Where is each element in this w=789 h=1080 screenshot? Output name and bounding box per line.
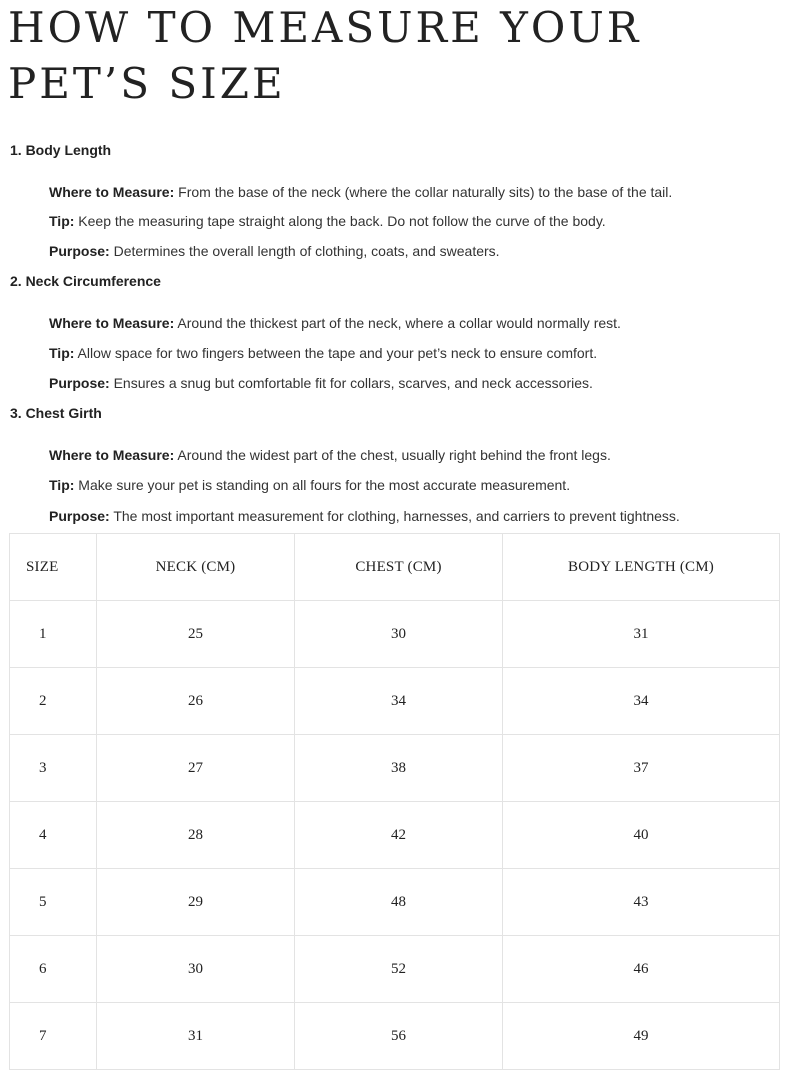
cell-neck: 29 (97, 869, 295, 936)
cell-chest: 42 (295, 802, 503, 869)
chest-purpose (49, 507, 784, 525)
purpose-label: Purpose: (49, 243, 110, 259)
cell-body-length: 40 (503, 802, 780, 869)
where-label: Where to Measure: (49, 184, 175, 200)
cell-chest: 38 (295, 735, 503, 802)
body-length-tip (49, 212, 784, 230)
cell-body-length: 43 (503, 869, 780, 936)
tip-label: Tip: (49, 213, 75, 229)
purpose-label: Purpose: (49, 508, 110, 524)
cell-body-length: 49 (503, 1003, 780, 1070)
cell-chest: 48 (295, 869, 503, 936)
neck-tip (49, 344, 784, 362)
cell-neck: 26 (97, 668, 295, 735)
neck-purpose (49, 374, 784, 392)
cell-chest: 52 (295, 936, 503, 1003)
body-length-where (49, 183, 784, 201)
cell-body-length: 31 (503, 601, 780, 668)
cell-size: 6 (10, 936, 97, 1003)
purpose-text: Determines the overall length of clothing, coats, and sweaters. (109, 243, 500, 259)
where-text: Around the widest part of the chest, usually right behind the front legs. (174, 447, 611, 463)
table-row (10, 668, 780, 735)
purpose-label: Purpose: (49, 375, 110, 391)
header-chest: CHEST (CM) (295, 534, 503, 601)
table-row (10, 869, 780, 936)
tip-text: Keep the measuring tape straight along the back. Do not follow the curve of the body. (74, 213, 606, 229)
cell-size: 3 (10, 735, 97, 802)
where-label: Where to Measure: (49, 447, 175, 463)
cell-size: 2 (10, 668, 97, 735)
cell-size: 4 (10, 802, 97, 869)
chest-tip (49, 476, 784, 494)
section-heading-neck-circumference: 2. Neck Circumference (10, 273, 161, 289)
cell-chest: 30 (295, 601, 503, 668)
cell-neck: 31 (97, 1003, 295, 1070)
cell-size: 7 (10, 1003, 97, 1070)
cell-body-length: 34 (503, 668, 780, 735)
cell-chest: 34 (295, 668, 503, 735)
purpose-text: Ensures a snug but comfortable fit for collars, scarves, and neck accessories. (109, 375, 593, 391)
cell-size: 1 (10, 601, 97, 668)
header-body-length: BODY LENGTH (CM) (503, 534, 780, 601)
tip-text: Make sure your pet is standing on all fours for the most accurate measurement. (74, 477, 571, 493)
cell-chest: 56 (295, 1003, 503, 1070)
table-row (10, 1003, 780, 1070)
cell-neck: 25 (97, 601, 295, 668)
chest-where (49, 446, 784, 464)
cell-neck: 28 (97, 802, 295, 869)
section-heading-chest-girth: 3. Chest Girth (10, 405, 102, 421)
neck-where (49, 314, 784, 332)
cell-size: 5 (10, 869, 97, 936)
section-heading-body-length: 1. Body Length (10, 142, 112, 158)
cell-neck: 30 (97, 936, 295, 1003)
cell-body-length: 46 (503, 936, 780, 1003)
cell-body-length: 37 (503, 735, 780, 802)
where-text: From the base of the neck (where the collar naturally sits) to the base of the tail. (174, 184, 673, 200)
table-row (10, 936, 780, 1003)
tip-label: Tip: (49, 477, 75, 493)
table-row (10, 802, 780, 869)
table-row (10, 735, 780, 802)
tip-text: Allow space for two fingers between the tape and your pet’s neck to ensure comfort. (74, 345, 598, 361)
purpose-text: The most important measurement for clothing, harnesses, and carriers to prevent tightness. (109, 508, 680, 524)
header-neck: NECK (CM) (97, 534, 295, 601)
size-chart-table (9, 533, 780, 1070)
cell-neck: 27 (97, 735, 295, 802)
where-text: Around the thickest part of the neck, where a collar would normally rest. (174, 315, 621, 331)
tip-label: Tip: (49, 345, 75, 361)
body-length-purpose (49, 242, 784, 260)
header-size: SIZE (10, 534, 97, 601)
table-row (10, 601, 780, 668)
where-label: Where to Measure: (49, 315, 175, 331)
table-header-row (10, 534, 780, 601)
page-title: HOW TO MEASURE YOUR PET’S SIZE (8, 3, 642, 108)
